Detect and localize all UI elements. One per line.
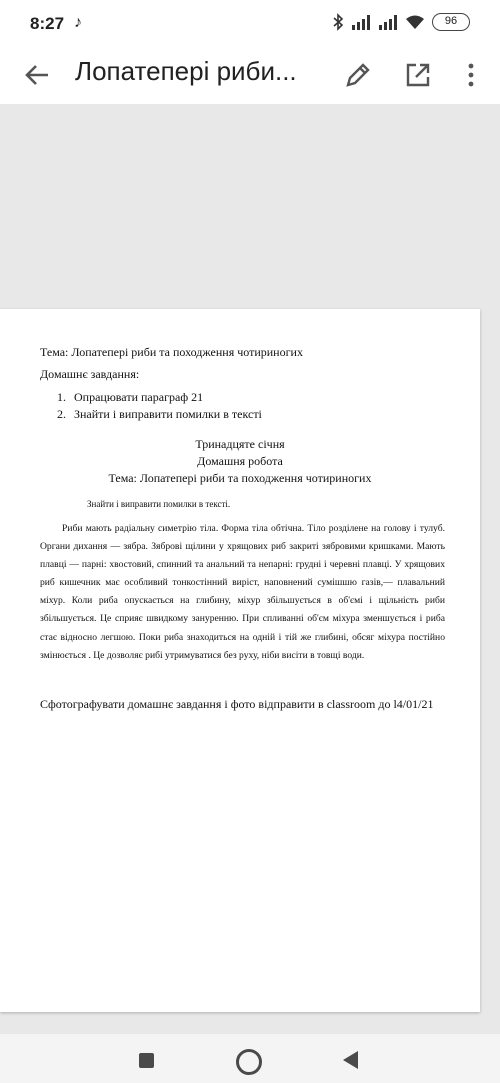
wifi-icon	[405, 14, 425, 30]
navigation-bar	[0, 1034, 500, 1083]
document-page	[0, 309, 480, 1012]
task-list	[57, 389, 262, 423]
list-item: 1. Опрацювати параграф 21	[57, 390, 204, 404]
more-vert-icon[interactable]	[462, 60, 480, 90]
homework-label: Домашнє завдання:	[40, 367, 140, 381]
open-external-icon[interactable]	[403, 60, 433, 90]
status-bar	[0, 0, 500, 48]
header-work: Домашня робота	[197, 454, 283, 468]
recents-icon[interactable]	[139, 1053, 154, 1068]
signal-icon	[378, 14, 398, 30]
back-arrow-icon[interactable]	[22, 60, 52, 90]
footer-note: Сфотографувати домашнє завдання і фото відправити в classroom до l4/01/21	[40, 697, 434, 711]
document-viewer[interactable]	[0, 104, 500, 1034]
document-title: Лопатепері риби...	[75, 56, 297, 86]
header-date: Тринадцяте січня	[195, 437, 285, 451]
pencil-icon[interactable]	[343, 60, 373, 90]
app-bar	[0, 48, 500, 104]
topic-line: Тема: Лопатепері риби та походження чотириногих	[40, 345, 303, 359]
bluetooth-icon	[332, 13, 344, 31]
list-item: 2. Знайти і виправити помилки в тексті	[57, 407, 262, 421]
body-paragraph: Риби мають радіальну симетрію тіла. Форма тіла обтічна. Тіло розділене на голову і тулуб. Органи дихання — зябра. Зяброві щілини у хрящових риб закриті зябровими кришками. Мають плавці — парні: хвостовий, спинний та анальний та непарні: грудні і черевні плавці. У хрящових риб кишечник має особливий тонкостінний виріст, наповнений сумішшю газів,— плавальний міхур. Коли риба опускається на глибину, міхур збільшується в об'ємі і щільність риби збільшується. Це сприяє швидкому зануренню. При спливанні об'єм міхура зменшується і риба стає відносно легшою. Поки риба знаходиться на одній і тій же глибині, обсяг міхура постійно змінюється . Це дозволяє рибі утримуватися без руху, ніби висіти в товщі води.	[40, 523, 445, 661]
instruction-text: Знайти і виправити помилки в тексті.	[87, 499, 231, 509]
battery-icon: 96	[432, 13, 470, 31]
status-icons	[332, 13, 470, 31]
back-icon[interactable]	[343, 1051, 358, 1069]
document-header	[60, 436, 420, 487]
tiktok-icon: ♪	[74, 14, 82, 31]
status-time: 8:27	[30, 14, 65, 33]
home-icon[interactable]	[236, 1049, 262, 1075]
header-topic: Тема: Лопатепері риби та походження чотириногих	[108, 471, 372, 485]
signal-icon	[351, 14, 371, 30]
